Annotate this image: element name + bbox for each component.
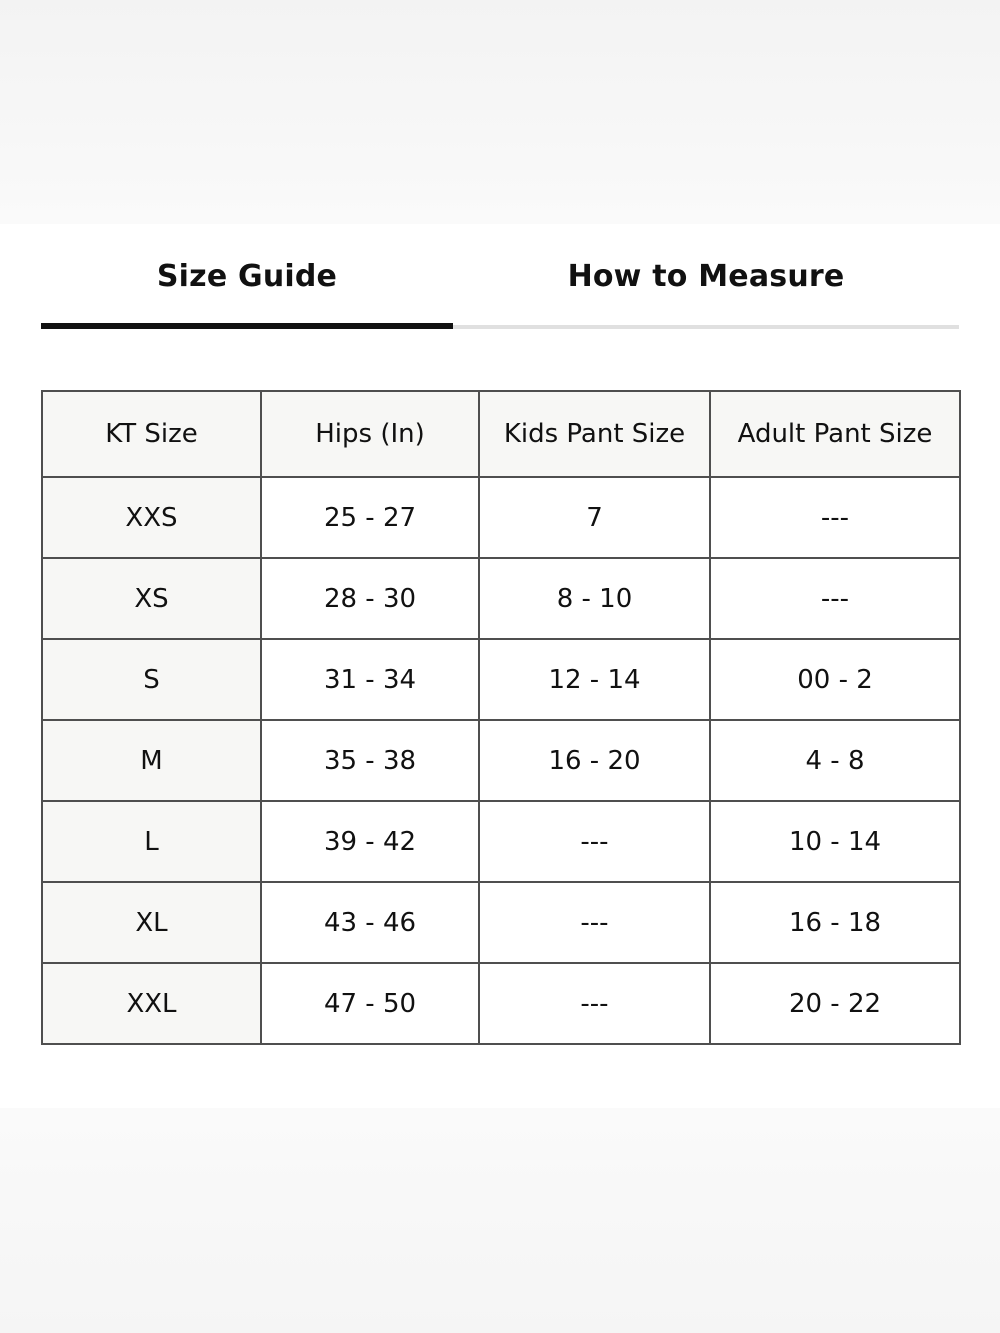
table-row	[42, 558, 960, 639]
hips-cell: 28 - 30	[261, 558, 479, 639]
header-adult-pant-size: Adult Pant Size	[710, 391, 960, 477]
bottom-backdrop	[0, 1108, 1000, 1333]
hips-cell: 47 - 50	[261, 963, 479, 1044]
adult-pant-size-cell: ---	[710, 558, 960, 639]
adult-pant-size-cell: 10 - 14	[710, 801, 960, 882]
tab-bar	[41, 224, 959, 330]
hips-cell: 31 - 34	[261, 639, 479, 720]
hips-cell: 39 - 42	[261, 801, 479, 882]
table-row	[42, 477, 960, 558]
kids-pant-size-cell: 8 - 10	[479, 558, 710, 639]
kt-size-cell: L	[42, 801, 261, 882]
size-table-container	[41, 390, 959, 1060]
table-header-row	[42, 391, 960, 477]
active-tab-indicator	[41, 323, 453, 329]
kids-pant-size-cell: ---	[479, 801, 710, 882]
adult-pant-size-cell: 16 - 18	[710, 882, 960, 963]
header-hips: Hips (In)	[261, 391, 479, 477]
header-kt-size: KT Size	[42, 391, 261, 477]
table-row	[42, 963, 960, 1044]
tab-size-guide[interactable]: Size Guide	[156, 258, 338, 294]
kids-pant-size-cell: 7	[479, 477, 710, 558]
kt-size-cell: XXL	[42, 963, 261, 1044]
kt-size-cell: XS	[42, 558, 261, 639]
size-guide-panel	[0, 224, 1000, 1108]
adult-pant-size-cell: ---	[710, 477, 960, 558]
hips-cell: 35 - 38	[261, 720, 479, 801]
adult-pant-size-cell: 4 - 8	[710, 720, 960, 801]
kids-pant-size-cell: ---	[479, 882, 710, 963]
hips-cell: 25 - 27	[261, 477, 479, 558]
size-table	[41, 390, 961, 1045]
kids-pant-size-cell: 16 - 20	[479, 720, 710, 801]
kt-size-cell: M	[42, 720, 261, 801]
kt-size-cell: S	[42, 639, 261, 720]
kt-size-cell: XXS	[42, 477, 261, 558]
adult-pant-size-cell: 20 - 22	[710, 963, 960, 1044]
kids-pant-size-cell: ---	[479, 963, 710, 1044]
top-backdrop	[0, 0, 1000, 224]
table-row	[42, 882, 960, 963]
tab-how-to-measure[interactable]: How to Measure	[567, 258, 845, 294]
kt-size-cell: XL	[42, 882, 261, 963]
table-row	[42, 720, 960, 801]
table-row	[42, 801, 960, 882]
hips-cell: 43 - 46	[261, 882, 479, 963]
header-kids-pant-size: Kids Pant Size	[479, 391, 710, 477]
kids-pant-size-cell: 12 - 14	[479, 639, 710, 720]
adult-pant-size-cell: 00 - 2	[710, 639, 960, 720]
table-row	[42, 639, 960, 720]
